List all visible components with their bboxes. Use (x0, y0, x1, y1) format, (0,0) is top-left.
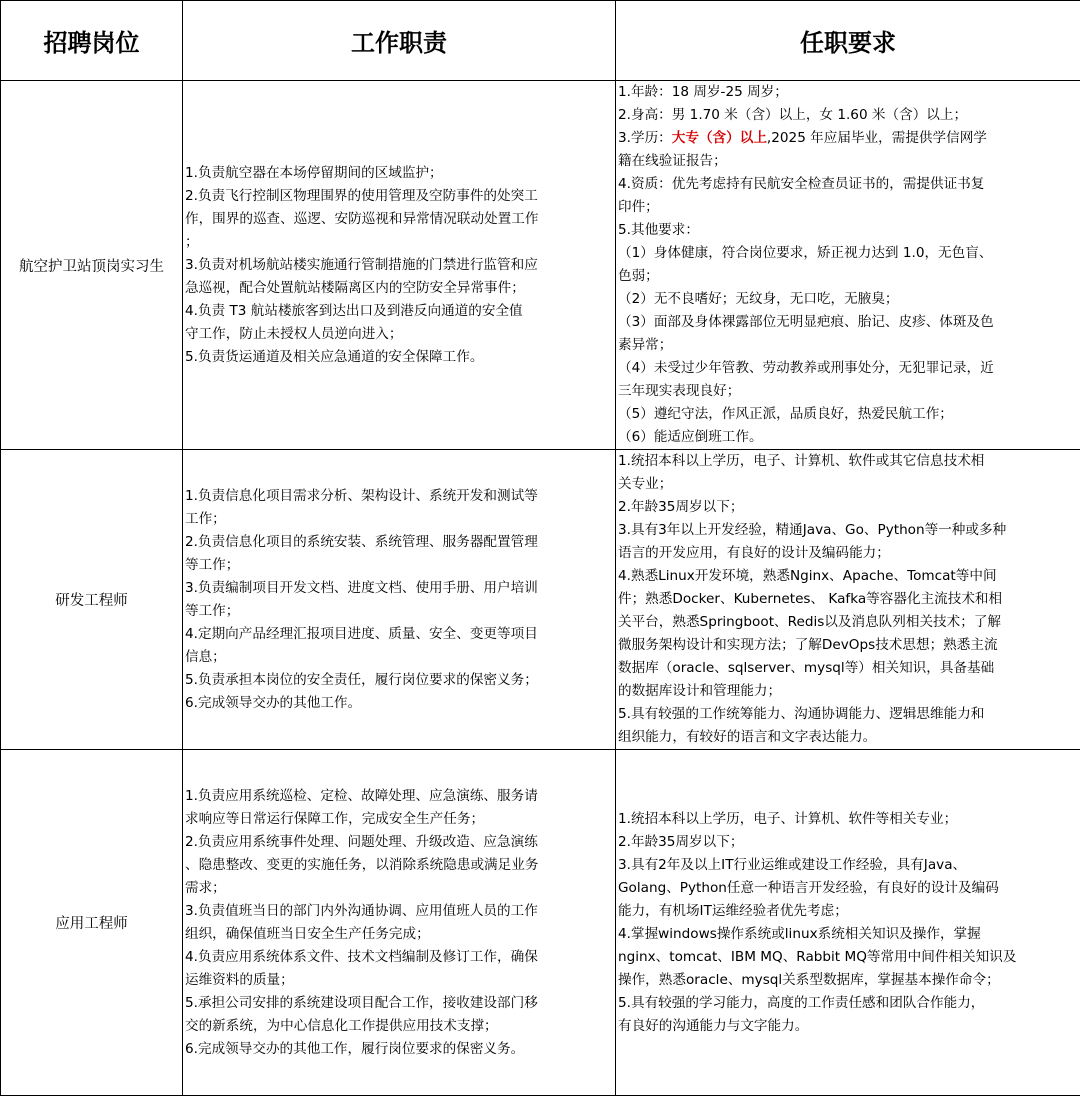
position-cell: 应用工程师 (1, 750, 183, 1096)
duty-line: 等工作； (185, 600, 613, 623)
requirement-line: 有良好的沟通能力与文字能力。 (618, 1015, 1078, 1038)
requirement-line: 2.身高：男 1.70 米（含）以上，女 1.60 米（含）以上； (618, 104, 1078, 127)
duty-line: 5.承担公司安排的系统建设项目配合工作，接收建设部门移 (185, 992, 613, 1015)
duty-line: 求响应等日常运行保障工作，完成安全生产任务； (185, 808, 613, 831)
requirement-line: 5.具有较强的学习能力，高度的工作责任感和团队合作能力， (618, 992, 1078, 1015)
duty-line: 3.负责对机场航站楼实施通行管制措施的门禁进行监管和应 (185, 254, 613, 277)
duty-line: 、隐患整改、变更的实施任务，以消除系统隐患或满足业务 (185, 854, 613, 877)
requirement-line: 三年现实表现良好； (618, 380, 1078, 403)
requirement-line: 关专业； (618, 473, 1078, 496)
requirement-line: 4.资质：优先考虑持有民航安全检查员证书的，需提供证书复 (618, 173, 1078, 196)
requirement-line: 1.统招本科以上学历，电子、计算机、软件或其它信息技术相 (618, 450, 1078, 473)
requirement-line: 5.具有较强的工作统筹能力、沟通协调能力、逻辑思维能力和 (618, 703, 1078, 726)
requirement-line: 2.年龄35周岁以下； (618, 831, 1078, 854)
duty-line: 需求； (185, 877, 613, 900)
requirement-line: 1.年龄：18 周岁-25 周岁； (618, 81, 1078, 104)
requirement-line: （2）无不良嗜好；无纹身，无口吃，无腋臭； (618, 288, 1078, 311)
requirements-cell (616, 750, 1080, 1096)
requirement-text: 3.学历： (618, 130, 672, 146)
requirement-line: （3）面部及身体裸露部位无明显疤痕、胎记、皮疹、体斑及色 (618, 311, 1078, 334)
duties-cell (183, 750, 616, 1096)
duty-line: 运维资料的质量； (185, 969, 613, 992)
requirement-line: （5）遵纪守法，作风正派，品质良好，热爱民航工作； (618, 403, 1078, 426)
duty-line: 2.负责信息化项目的系统安装、系统管理、服务器配置管理 (185, 531, 613, 554)
duties-cell (183, 81, 616, 450)
duty-line: 4.定期向产品经理汇报项目进度、质量、安全、变更等项目 (185, 623, 613, 646)
requirement-line: （1）身体健康，符合岗位要求，矫正视力达到 1.0，无色盲、 (618, 242, 1078, 265)
header-row (1, 1, 1080, 81)
requirements-cell (616, 81, 1080, 450)
education-highlight: 大专（含）以上 (672, 130, 767, 146)
requirement-line: nginx、tomcat、IBM MQ、Rabbit MQ等常用中间件相关知识及 (618, 946, 1078, 969)
duty-line: 急巡视，配合处置航站楼隔离区内的空防安全异常事件； (185, 277, 613, 300)
requirement-line: 组织能力，有较好的语言和文字表达能力。 (618, 726, 1078, 749)
requirement-line: 关平台，熟悉Springboot、Redis以及消息队列相关技术；了解 (618, 611, 1078, 634)
duty-line: 等工作； (185, 554, 613, 577)
duty-line: 工作； (185, 508, 613, 531)
requirement-line: 操作，熟悉oracle、mysql关系型数据库，掌握基本操作命令； (618, 969, 1078, 992)
duty-line: 5.负责货运通道及相关应急通道的安全保障工作。 (185, 346, 613, 369)
duty-line: 4.负责 T3 航站楼旅客到达出口及到港反向通道的安全值 (185, 300, 613, 323)
duty-line: 2.负责应用系统事件处理、问题处理、升级改造、应急演练 (185, 831, 613, 854)
requirement-line: 1.统招本科以上学历，电子、计算机、软件等相关专业； (618, 808, 1078, 831)
header-requirements: 任职要求 (616, 1, 1080, 81)
requirement-line: 4.掌握windows操作系统或linux系统相关知识及操作，掌握 (618, 923, 1078, 946)
requirement-text: ,2025 年应届毕业，需提供学信网学 (767, 130, 987, 146)
duties-cell (183, 450, 616, 750)
duty-line: 2.负责飞行控制区物理围界的使用管理及空防事件的处突工 (185, 185, 613, 208)
duty-line: 6.完成领导交办的其他工作，履行岗位要求的保密义务。 (185, 1038, 613, 1061)
duty-line: 交的新系统，为中心信息化工作提供应用技术支撑； (185, 1015, 613, 1038)
position-cell: 航空护卫站顶岗实习生 (1, 81, 183, 450)
requirement-line: （6）能适应倒班工作。 (618, 426, 1078, 449)
duty-line: 信息； (185, 646, 613, 669)
requirement-line: Golang、Python任意一种语言开发经验，有良好的设计及编码 (618, 877, 1078, 900)
duty-line: 1.负责信息化项目需求分析、架构设计、系统开发和测试等 (185, 485, 613, 508)
duty-line: 6.完成领导交办的其他工作。 (185, 692, 613, 715)
duty-line: ； (185, 231, 613, 254)
requirement-line: 4.熟悉Linux开发环境，熟悉Nginx、Apache、Tomcat等中间 (618, 565, 1078, 588)
duty-line: 3.负责编制项目开发文档、进度文档、使用手册、用户培训 (185, 577, 613, 600)
position-cell: 研发工程师 (1, 450, 183, 750)
duty-line: 组织，确保值班当日安全生产任务完成； (185, 923, 613, 946)
header-duties: 工作职责 (183, 1, 616, 81)
table-row (1, 81, 1080, 450)
requirement-line: 的数据库设计和管理能力； (618, 680, 1078, 703)
requirement-line: 微服务架构设计和实现方法；了解DevOps技术思想；熟悉主流 (618, 634, 1078, 657)
requirement-line: 素异常； (618, 334, 1078, 357)
duty-line: 守工作，防止未授权人员逆向进入； (185, 323, 613, 346)
table-row (1, 750, 1080, 1096)
requirement-line: 语言的开发应用，有良好的设计及编码能力； (618, 542, 1078, 565)
requirement-line: 色弱； (618, 265, 1078, 288)
requirement-line: （4）未受过少年管教、劳动教养或刑事处分，无犯罪记录，近 (618, 357, 1078, 380)
duty-line: 3.负责值班当日的部门内外沟通协调、应用值班人员的工作 (185, 900, 613, 923)
requirement-line: 籍在线验证报告； (618, 150, 1078, 173)
requirements-cell (616, 450, 1080, 750)
duty-line: 1.负责航空器在本场停留期间的区域监护； (185, 162, 613, 185)
requirement-line: 能力，有机场IT运维经验者优先考虑； (618, 900, 1078, 923)
duty-line: 1.负责应用系统巡检、定检、故障处理、应急演练、服务请 (185, 785, 613, 808)
requirement-line: 3.具有3年以上开发经验，精通Java、Go、Python等一种或多种 (618, 519, 1078, 542)
duty-line: 作，围界的巡查、巡逻、安防巡视和异常情况联动处置工作 (185, 208, 613, 231)
requirement-line: 3.具有2年及以上IT行业运维或建设工作经验，具有Java、 (618, 854, 1078, 877)
requirement-line: 印件； (618, 196, 1078, 219)
requirement-line: 件；熟悉Docker、Kubernetes、 Kafka等容器化主流技术和相 (618, 588, 1078, 611)
requirement-line (618, 127, 1078, 150)
table-row (1, 450, 1080, 750)
header-position: 招聘岗位 (1, 1, 183, 81)
duty-line: 4.负责应用系统体系文件、技术文档编制及修订工作，确保 (185, 946, 613, 969)
duty-line: 5.负责承担本岗位的安全责任，履行岗位要求的保密义务； (185, 669, 613, 692)
requirement-line: 数据库（oracle、sqlserver、mysql等）相关知识，具备基础 (618, 657, 1078, 680)
requirement-line: 2.年龄35周岁以下； (618, 496, 1078, 519)
requirement-line: 5.其他要求： (618, 219, 1078, 242)
